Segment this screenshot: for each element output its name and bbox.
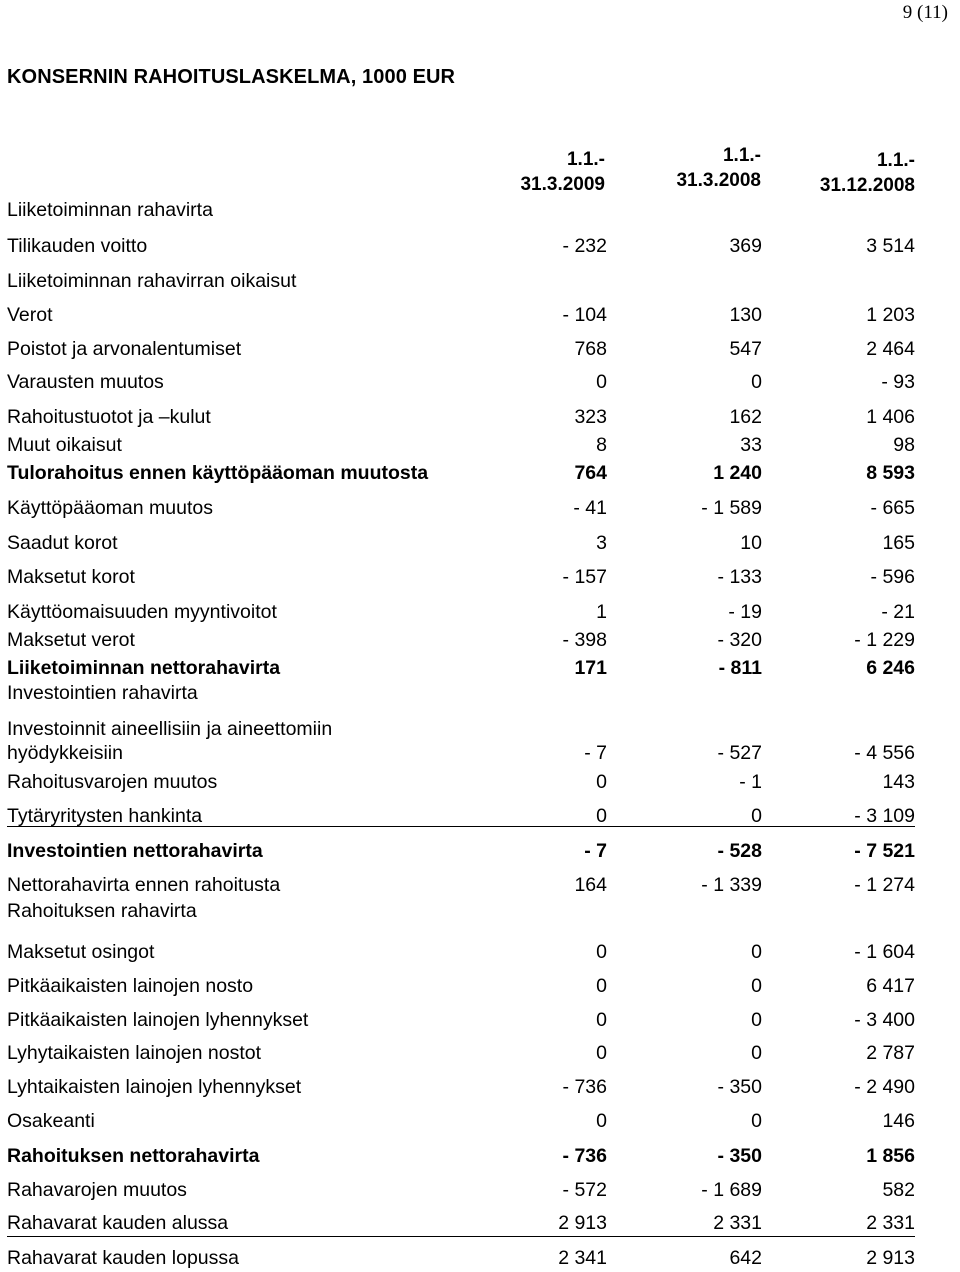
row-label: Pitkäaikaisten lainojen lyhennykset (7, 1009, 309, 1031)
row-value-col-2: - 1 689 (701, 1179, 762, 1201)
column-header-line: 31.3.2008 (676, 170, 761, 191)
row-value-col-1: 0 (596, 941, 607, 963)
row-value-col-2: - 811 (718, 657, 762, 679)
row-value-col-1: 0 (596, 1110, 607, 1132)
row-value-col-1: 764 (574, 462, 607, 484)
row-value-col-3: - 1 229 (854, 629, 915, 651)
row-value-col-3: - 3 400 (854, 1009, 915, 1031)
row-value-col-3: - 1 274 (854, 874, 915, 896)
row-label: Varausten muutos (7, 371, 164, 393)
row-value-col-2: 547 (729, 338, 762, 360)
row-value-col-3: - 2 490 (854, 1076, 915, 1098)
row-value-col-3: - 1 604 (854, 941, 915, 963)
row-value-col-3: 1 203 (866, 304, 915, 326)
row-value-col-3: 2 331 (866, 1212, 915, 1234)
row-value-col-1: - 157 (562, 566, 607, 588)
row-value-col-2: - 1 339 (701, 874, 762, 896)
row-value-col-1: - 41 (573, 497, 607, 519)
row-label: Poistot ja arvonalentumiset (7, 338, 242, 360)
row-value-col-2: 162 (729, 406, 762, 428)
row-value-col-2: 0 (751, 1110, 762, 1132)
row-label: Pitkäaikaisten lainojen nosto (7, 975, 254, 997)
row-value-col-3: 143 (882, 771, 915, 793)
row-value-col-1: 0 (596, 371, 607, 393)
row-label: hyödykkeisiin (7, 742, 123, 764)
row-label: Lyhtaikaisten lainojen lyhennykset (7, 1076, 302, 1098)
row-label: Rahoituksen rahavirta (7, 900, 197, 922)
column-header-q1-2008 (676, 143, 761, 193)
row-value-col-3: 8 593 (866, 462, 915, 484)
column-header-q1-2009 (520, 147, 605, 197)
row-value-col-3: 3 514 (866, 235, 915, 257)
row-label: Saadut korot (7, 532, 118, 554)
row-value-col-1: 2 913 (558, 1212, 607, 1234)
row-value-col-1: 0 (596, 805, 607, 827)
row-value-col-3: 582 (882, 1179, 915, 1201)
row-value-col-1: 768 (574, 338, 607, 360)
row-label: Investoinnit aineellisiin ja aineettomiin (7, 718, 333, 740)
row-value-col-2: - 528 (717, 840, 762, 862)
row-value-col-3: 1 856 (866, 1145, 915, 1167)
row-value-col-1: - 7 (584, 840, 607, 862)
row-value-col-3: 6 246 (866, 657, 915, 679)
row-value-col-2: 0 (751, 1009, 762, 1031)
row-label: Rahoituksen nettorahavirta (7, 1145, 260, 1167)
row-value-col-2: 10 (740, 532, 762, 554)
row-value-col-2: 642 (729, 1247, 762, 1269)
row-value-col-2: - 350 (717, 1076, 762, 1098)
row-value-col-1: 0 (596, 1009, 607, 1031)
divider-line (7, 826, 915, 827)
row-label: Maksetut verot (7, 629, 135, 651)
row-value-col-2: 0 (751, 1042, 762, 1064)
row-value-col-2: 369 (729, 235, 762, 257)
row-value-col-1: 0 (596, 975, 607, 997)
row-value-col-1: - 398 (562, 629, 607, 651)
row-value-col-2: 2 331 (713, 1212, 762, 1234)
row-value-col-1: - 232 (562, 235, 607, 257)
row-label: Investointien rahavirta (7, 682, 198, 704)
row-value-col-1: 164 (574, 874, 607, 896)
row-value-col-1: 323 (574, 406, 607, 428)
row-label: Rahoitusvarojen muutos (7, 771, 218, 793)
row-value-col-2: - 1 (739, 771, 762, 793)
row-label: Maksetut korot (7, 566, 135, 588)
row-value-col-2: - 1 589 (701, 497, 762, 519)
row-value-col-3: - 7 521 (854, 840, 915, 862)
row-value-col-1: 1 (596, 601, 607, 623)
row-label: Nettorahavirta ennen rahoitusta (7, 874, 281, 896)
row-label: Liiketoiminnan nettorahavirta (7, 657, 281, 679)
row-label: Käyttöpääoman muutos (7, 497, 213, 519)
row-value-col-1: - 736 (562, 1076, 607, 1098)
row-value-col-2: 33 (740, 434, 762, 456)
row-label: Tulorahoitus ennen käyttöpääoman muutosta (7, 462, 429, 484)
row-label: Liiketoiminnan rahavirta (7, 199, 213, 221)
row-value-col-2: 0 (751, 975, 762, 997)
row-value-col-3: - 3 109 (854, 805, 915, 827)
row-value-col-1: 2 341 (558, 1247, 607, 1269)
row-label: Käyttöomaisuuden myyntivoitot (7, 601, 277, 623)
row-value-col-1: - 572 (562, 1179, 607, 1201)
divider-line (7, 1236, 915, 1237)
row-label: Verot (7, 304, 53, 326)
row-value-col-1: 0 (596, 771, 607, 793)
row-value-col-3: 2 787 (866, 1042, 915, 1064)
row-value-col-3: 6 417 (866, 975, 915, 997)
row-value-col-3: 1 406 (866, 406, 915, 428)
row-label: Lyhytaikaisten lainojen nostot (7, 1042, 262, 1064)
row-value-col-1: 0 (596, 1042, 607, 1064)
row-value-col-3: 146 (882, 1110, 915, 1132)
column-header-line: 31.3.2009 (520, 174, 605, 195)
row-value-col-3: - 93 (881, 371, 915, 393)
row-label: Rahoitustuotot ja –kulut (7, 406, 211, 428)
row-value-col-2: - 320 (717, 629, 762, 651)
row-value-col-2: - 19 (728, 601, 762, 623)
row-value-col-2: - 350 (717, 1145, 762, 1167)
row-value-col-2: 1 240 (713, 462, 762, 484)
row-label: Rahavarat kauden lopussa (7, 1247, 239, 1269)
row-value-col-3: - 4 556 (854, 742, 915, 764)
row-value-col-1: 3 (596, 532, 607, 554)
row-label: Tytäryritysten hankinta (7, 805, 203, 827)
row-value-col-1: 171 (574, 657, 607, 679)
row-value-col-2: - 527 (717, 742, 762, 764)
row-value-col-3: - 596 (870, 566, 915, 588)
row-value-col-1: - 736 (562, 1145, 607, 1167)
column-header-line: 31.12.2008 (819, 175, 915, 196)
row-value-col-2: 0 (751, 805, 762, 827)
column-header-line: 1.1.- (722, 145, 761, 166)
row-value-col-1: 8 (596, 434, 607, 456)
column-header-fy-2008 (820, 148, 915, 198)
row-label: Maksetut osingot (7, 941, 155, 963)
row-value-col-3: - 21 (881, 601, 915, 623)
row-value-col-2: 0 (751, 371, 762, 393)
row-label: Liiketoiminnan rahavirran oikaisut (7, 270, 297, 292)
row-label: Osakeanti (7, 1110, 95, 1132)
row-value-col-1: - 7 (584, 742, 607, 764)
column-header-line: 1.1.- (876, 150, 915, 171)
row-label: Rahavarojen muutos (7, 1179, 187, 1201)
row-value-col-3: 98 (893, 434, 915, 456)
row-value-col-2: 130 (729, 304, 762, 326)
row-label: Tilikauden voitto (7, 235, 148, 257)
row-value-col-1: - 104 (562, 304, 607, 326)
page-title: KONSERNIN RAHOITUSLASKELMA, 1000 EUR (7, 66, 456, 88)
column-header-line: 1.1.- (566, 149, 605, 170)
row-value-col-2: - 133 (717, 566, 762, 588)
row-value-col-3: - 665 (870, 497, 915, 519)
row-value-col-2: 0 (751, 941, 762, 963)
row-label: Investointien nettorahavirta (7, 840, 263, 862)
row-label: Rahavarat kauden alussa (7, 1212, 229, 1234)
row-value-col-3: 165 (882, 532, 915, 554)
row-value-col-3: 2 913 (866, 1247, 915, 1269)
row-value-col-3: 2 464 (866, 338, 915, 360)
row-label: Muut oikaisut (7, 434, 122, 456)
page-number: 9 (11) (902, 2, 948, 23)
